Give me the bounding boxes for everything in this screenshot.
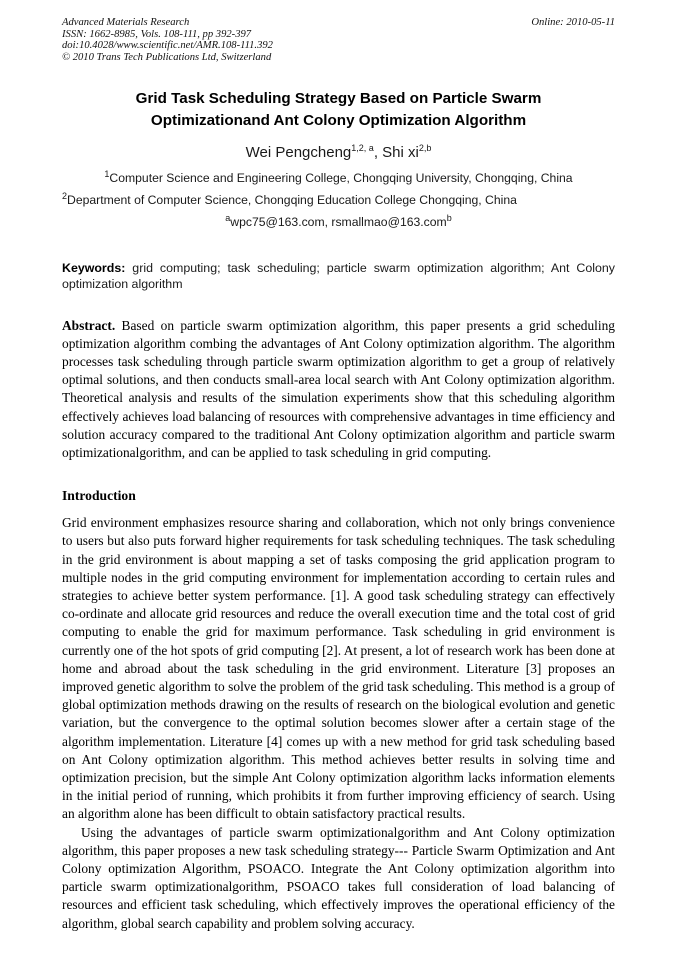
keywords-block	[62, 261, 615, 292]
paper-title-line2: Optimizationand Ant Colony Optimization Algorithm	[150, 111, 527, 129]
abstract-block	[62, 317, 615, 463]
affiliation-2	[62, 189, 615, 211]
author-2-superscript: 2,b	[418, 143, 432, 154]
affiliation-2-text: Department of Computer Science, Chongqing Education College Chongqing, China	[67, 193, 517, 208]
introduction-paragraph-2: Using the advantages of particle swarm optimizationalgorithm and Ant Colony optimization algorithm, this paper proposes a new task scheduling strategy--- Particle Swarm Optimization and Ant Colony optimization Algorithm, PSOACO. Integrate the Ant Colony optimization algorithm into particle swarm optimizationalgorithm, PSOACO takes full consideration of load balancing of resources and efficient task scheduling, which effectively improves the operational efficiency of the algorithm, global search capability and problem solving accuracy.	[62, 824, 615, 931]
author-emails	[62, 211, 615, 233]
author-1-superscript: 1,2, a	[351, 143, 374, 154]
affiliation-2-superscript: 2	[62, 191, 68, 202]
author-separator: ,	[373, 144, 383, 162]
abstract-label: Abstract.	[62, 317, 116, 333]
paper-title	[62, 88, 615, 131]
author-list	[62, 144, 615, 161]
online-date: Online: 2010-05-11	[531, 17, 615, 28]
affiliation-1-text: Computer Science and Engineering College, Chongqing University, Chongqing, China	[109, 171, 573, 186]
abstract-text: Based on particle swarm optimization algorithm, this paper presents a grid scheduling optimization algorithm combing the advantages of Ant Colony optimization algorithm. The algorithm processes task scheduling through particle swarm optimization algorithm to get a group of relatively optimal solutions, and then conducts small-area local search with Ant Colony optimization algorithm. Theoretical analysis and results of the simulation experiments show that this scheduling algorithm effectively achieves load balancing of resources with comprehensive advantages in time efficiency and solution accuracy compared to the traditional Ant Colony optimization algorithm and particle swarm optimizationalgorithm, and can be applied to task scheduling in grid computing.	[62, 317, 615, 460]
email-superscript-a: a	[225, 213, 231, 224]
journal-header	[62, 17, 615, 63]
affiliation-1-superscript: 1	[104, 169, 110, 180]
author-2: Shi xi	[382, 144, 419, 162]
introduction-heading: Introduction	[62, 488, 136, 504]
journal-info	[62, 17, 273, 63]
keywords-label: Keywords:	[62, 261, 126, 276]
keywords-text: grid computing; task scheduling; particle swarm optimization algorithm; Ant Colony optimization algorithm	[62, 261, 615, 291]
journal-name: Advanced Materials Research	[62, 17, 190, 28]
paper-title-line1: Grid Task Scheduling Strategy Based on Particle Swarm	[135, 90, 542, 108]
affiliation-1	[62, 167, 615, 189]
journal-doi: doi:10.4028/www.scientific.net/AMR.108-111.392	[62, 40, 273, 52]
author-1: Wei Pengcheng	[245, 144, 352, 162]
introduction-paragraph-1: Grid environment emphasizes resource sharing and collaboration, which not only brings convenience to users but also puts forward higher requirements for task scheduling techniques. The task scheduling in the grid environment is about mapping a set of tasks composing the grid application program to multiple nodes in the grid computing environment for implementation according to certain rules and strategies to achieve better system performance. [1]. A good task scheduling strategy can effectively co-ordinate and allocate grid resources and reduce the overall execution time and the total cost of grid computing to enable the grid for maximum performance. Task scheduling in grid environment is currently one of the hot spots of grid computing [2]. At present, a lot of research work has been done at home and abroad about the task scheduling in the grid environment. Literature [3] proposes an improved genetic algorithm to solve the problem of the grid task scheduling. This method is a group of global optimization methods drawing on the results of research on the biological evolution and genetic variation, but the convergence to the optimal solution becomes slower after a certain stage of the algorithm implementation. Literature [4] comes up with a new method for grid task scheduling based on Ant Colony optimization algorithm. This method achieves better results in solving time and optimization precision, but the simple Ant Colony optimization algorithm lacks information elements in the initial period of running, which prohibits it from further improving efficiency of search. Using an algorithm alone has been difficult to obtain satisfactory practical results.	[62, 515, 615, 822]
email-superscript-b: b	[446, 213, 452, 224]
email-text: wpc75@163.com, rsmallmao@163.com	[230, 215, 447, 230]
journal-issn: ISSN: 1662-8985, Vols. 108-111, pp 392-397	[62, 28, 252, 40]
journal-copyright: © 2010 Trans Tech Publications Ltd, Switzerland	[62, 51, 272, 63]
